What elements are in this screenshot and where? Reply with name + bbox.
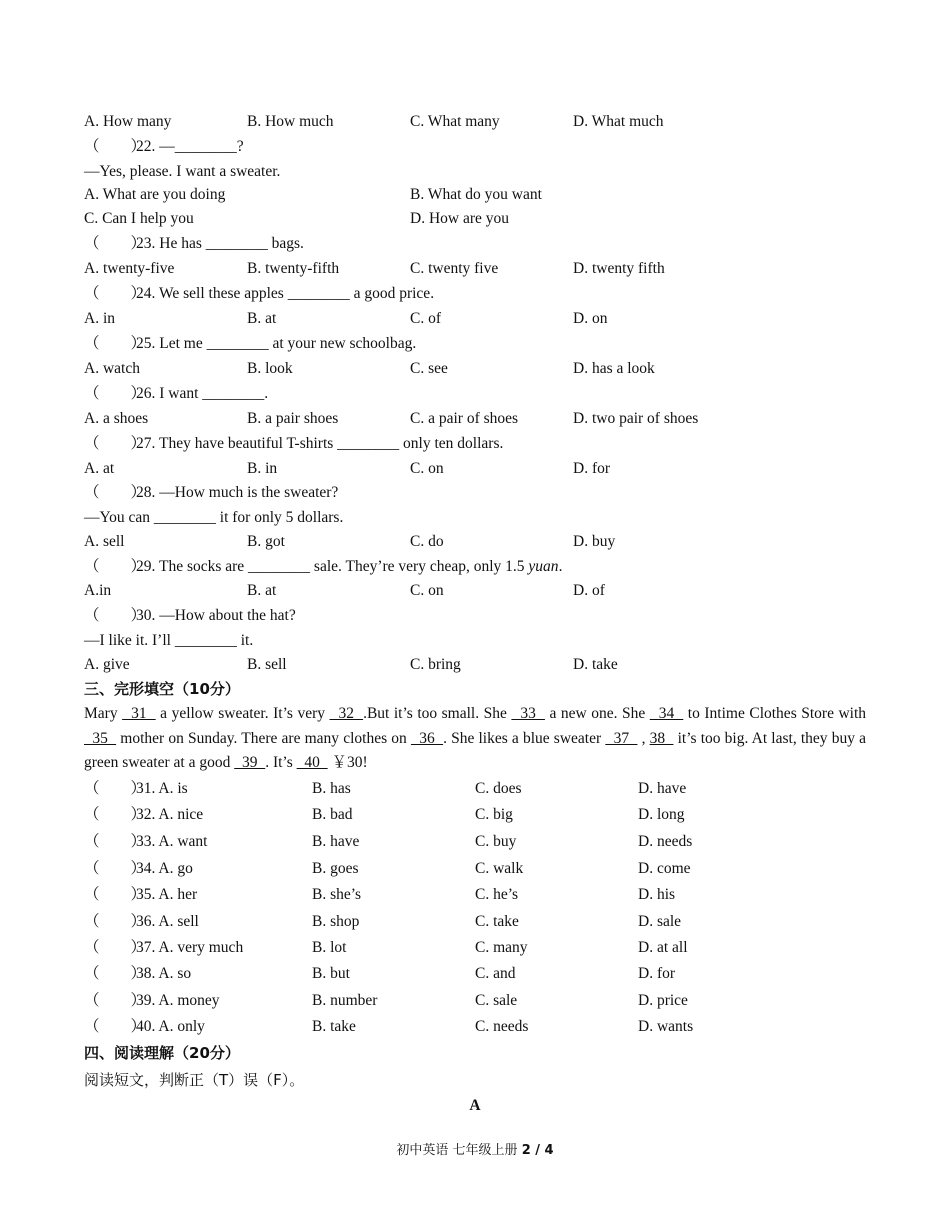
q24-option-a: A. in — [84, 310, 115, 327]
q26-stem: （ ）26. I want ________. — [84, 385, 269, 402]
option-b: B. have — [312, 833, 360, 850]
q22-option-a: A. What are you doing — [84, 186, 226, 203]
q27-option-a: A. at — [84, 460, 115, 477]
blank-36: 36 — [410, 729, 444, 747]
q23-option-d: D. twenty fifth — [573, 260, 665, 277]
q22-option-c: C. Can I help you — [84, 210, 194, 227]
blank-39: 39 — [234, 754, 266, 771]
option-d: D. needs — [638, 833, 693, 850]
q24-option-c: C. of — [410, 310, 441, 327]
reading-instruction: 阅读短文，判断正（T）误（F）。 — [84, 1071, 305, 1089]
q28-option-c: C. do — [410, 533, 444, 550]
page-number: 2 / 4 — [521, 1143, 554, 1158]
blank-40: 40 — [296, 754, 328, 771]
answer-paren: （ ） — [84, 913, 147, 930]
answer-paren: （ ） — [84, 558, 147, 575]
option-b: B. has — [312, 780, 351, 797]
q23-option-c: C. twenty five — [410, 260, 499, 277]
q27-stem: （ ）27. They have beautiful T-shirts ________ only ten dollars. — [84, 435, 504, 452]
option-b: B. take — [312, 1018, 356, 1035]
option-b: B. lot — [312, 939, 347, 956]
q25-stem: （ ）25. Let me ________ at your new schoolbag. — [84, 335, 417, 352]
q27-option-b: B. in — [247, 460, 278, 477]
q26-option-d: D. two pair of shoes — [573, 410, 699, 427]
q22-stem: （ ）22. —________? — [84, 138, 244, 155]
option-b: B. bad — [312, 806, 353, 823]
q27-option-c: C. on — [410, 460, 444, 477]
q28-option-b: B. got — [247, 533, 285, 550]
answer-paren: （ ） — [84, 484, 147, 501]
option-c: C. big — [475, 806, 513, 823]
q28-option-a: A. sell — [84, 533, 125, 550]
option-c: C. take — [475, 913, 519, 930]
option-c: C. does — [475, 780, 522, 797]
cloze-passage: Mary 31 a yellow sweater. It’s very 32 .But it’s too small. She 33 a new one. She 34 to Intime Clothes Store with 35 mother on Sunday. There are many clothes on 36 . She likes a blue sweater 37 , 38 it’s too big. At last, they buy a green sweater at a good 39 . It’s 40 ￥30! — [84, 705, 867, 771]
option-c: C. and — [475, 965, 516, 982]
q29-option-a: A.in — [84, 582, 112, 599]
q26-option-b: B. a pair shoes — [247, 410, 339, 427]
q25-option-b: B. look — [247, 360, 293, 377]
option-d: D. come — [638, 860, 691, 877]
option-d: D. for — [638, 965, 676, 982]
q30-option-d: D. take — [573, 656, 618, 673]
q30-option-a: A. give — [84, 656, 130, 673]
q25-option-a: A. watch — [84, 360, 140, 377]
option-b: B. shop — [312, 913, 360, 930]
q23-stem: （ ）23. He has ________ bags. — [84, 235, 304, 252]
q28-option-d: D. buy — [573, 533, 616, 550]
blank-32: 32 — [329, 705, 364, 722]
blank-37: 37 — [605, 729, 638, 747]
answer-paren: （ ） — [84, 780, 147, 797]
answer-paren: （ ） — [84, 235, 147, 252]
option-c: C. walk — [475, 860, 524, 877]
option-d: D. sale — [638, 913, 682, 930]
option-c: C. many — [475, 939, 528, 956]
q29-option-b: B. at — [247, 582, 277, 599]
option-d: D. have — [638, 780, 687, 797]
q26-option-c: C. a pair of shoes — [410, 410, 519, 427]
option-d: D. at all — [638, 939, 688, 956]
q27-option-d: D. for — [573, 460, 611, 477]
answer-paren: （ ） — [84, 806, 147, 823]
option-b: B. she’s — [312, 886, 362, 903]
option-b: B. number — [312, 992, 378, 1009]
q29-option-d: D. of — [573, 582, 605, 599]
blank-33: 33 — [511, 705, 545, 722]
q21-option-d: D. What much — [573, 113, 664, 130]
q22-option-b: B. What do you want — [410, 186, 542, 203]
answer-paren: （ ） — [84, 285, 147, 302]
blank-34: 34 — [649, 705, 684, 722]
q24-option-d: D. on — [573, 310, 608, 327]
answer-paren: （ ） — [84, 385, 147, 402]
answer-paren: （ ） — [84, 435, 147, 452]
q30-reply: —I like it. I’ll ________ it. — [84, 632, 254, 649]
q26-option-a: A. a shoes — [84, 410, 149, 427]
footer-text: 初中英语 七年级上册 — [396, 1143, 522, 1158]
q29-option-c: C. on — [410, 582, 444, 599]
q21-option-c: C. What many — [410, 113, 500, 130]
answer-paren: （ ） — [84, 886, 147, 903]
q22-option-d: D. How are you — [410, 210, 510, 227]
option-c: C. buy — [475, 833, 517, 850]
option-d: D. long — [638, 806, 685, 823]
q21-option-b: B. How much — [247, 113, 334, 130]
q30-option-c: C. bring — [410, 656, 461, 673]
answer-paren: （ ） — [84, 860, 147, 877]
answer-paren: （ ） — [84, 965, 147, 982]
answer-paren: （ ） — [84, 335, 147, 352]
option-d: D. price — [638, 992, 688, 1009]
q25-option-c: C. see — [410, 360, 448, 377]
q22-reply: —Yes, please. I want a sweater. — [84, 163, 281, 180]
answer-paren: （ ） — [84, 607, 147, 624]
q24-stem: （ ）24. We sell these apples ________ a good price. — [84, 285, 435, 302]
q21-option-a: A. How many — [84, 113, 172, 130]
option-c: C. he’s — [475, 886, 519, 903]
option-d: D. his — [638, 886, 676, 903]
q28-stem: （ ）28. —How much is the sweater? — [84, 484, 339, 501]
section-heading-cloze: 三、完形填空（10分） — [84, 680, 240, 698]
option-d: D. wants — [638, 1018, 694, 1035]
blank-31: 31 — [122, 705, 156, 722]
blank-38: 38 — [649, 729, 674, 747]
page-footer — [0, 1139, 950, 1158]
q30-option-b: B. sell — [247, 656, 287, 673]
q23-option-b: B. twenty-fifth — [247, 260, 340, 277]
answer-paren: （ ） — [84, 992, 147, 1009]
option-c: C. needs — [475, 1018, 529, 1035]
section-heading-reading: 四、阅读理解（20分） — [84, 1044, 240, 1062]
answer-paren: （ ） — [84, 939, 147, 956]
option-c: C. sale — [475, 992, 518, 1009]
q24-option-b: B. at — [247, 310, 277, 327]
q29-stem: （ ）29. The socks are ________ sale. They’re very cheap, only 1.5 yuan. — [84, 558, 563, 575]
passage-label: A — [469, 1097, 481, 1114]
option-b: B. but — [312, 965, 350, 982]
option-b: B. goes — [312, 860, 359, 877]
answer-paren: （ ） — [84, 833, 147, 850]
blank-35: 35 — [84, 729, 117, 747]
answer-paren: （ ） — [84, 1018, 147, 1035]
q25-option-d: D. has a look — [573, 360, 655, 377]
q30-stem: （ ）30. —How about the hat? — [84, 607, 296, 624]
answer-paren: （ ） — [84, 138, 147, 155]
q28-reply: —You can ________ it for only 5 dollars. — [84, 509, 344, 526]
q23-option-a: A. twenty-five — [84, 260, 175, 277]
